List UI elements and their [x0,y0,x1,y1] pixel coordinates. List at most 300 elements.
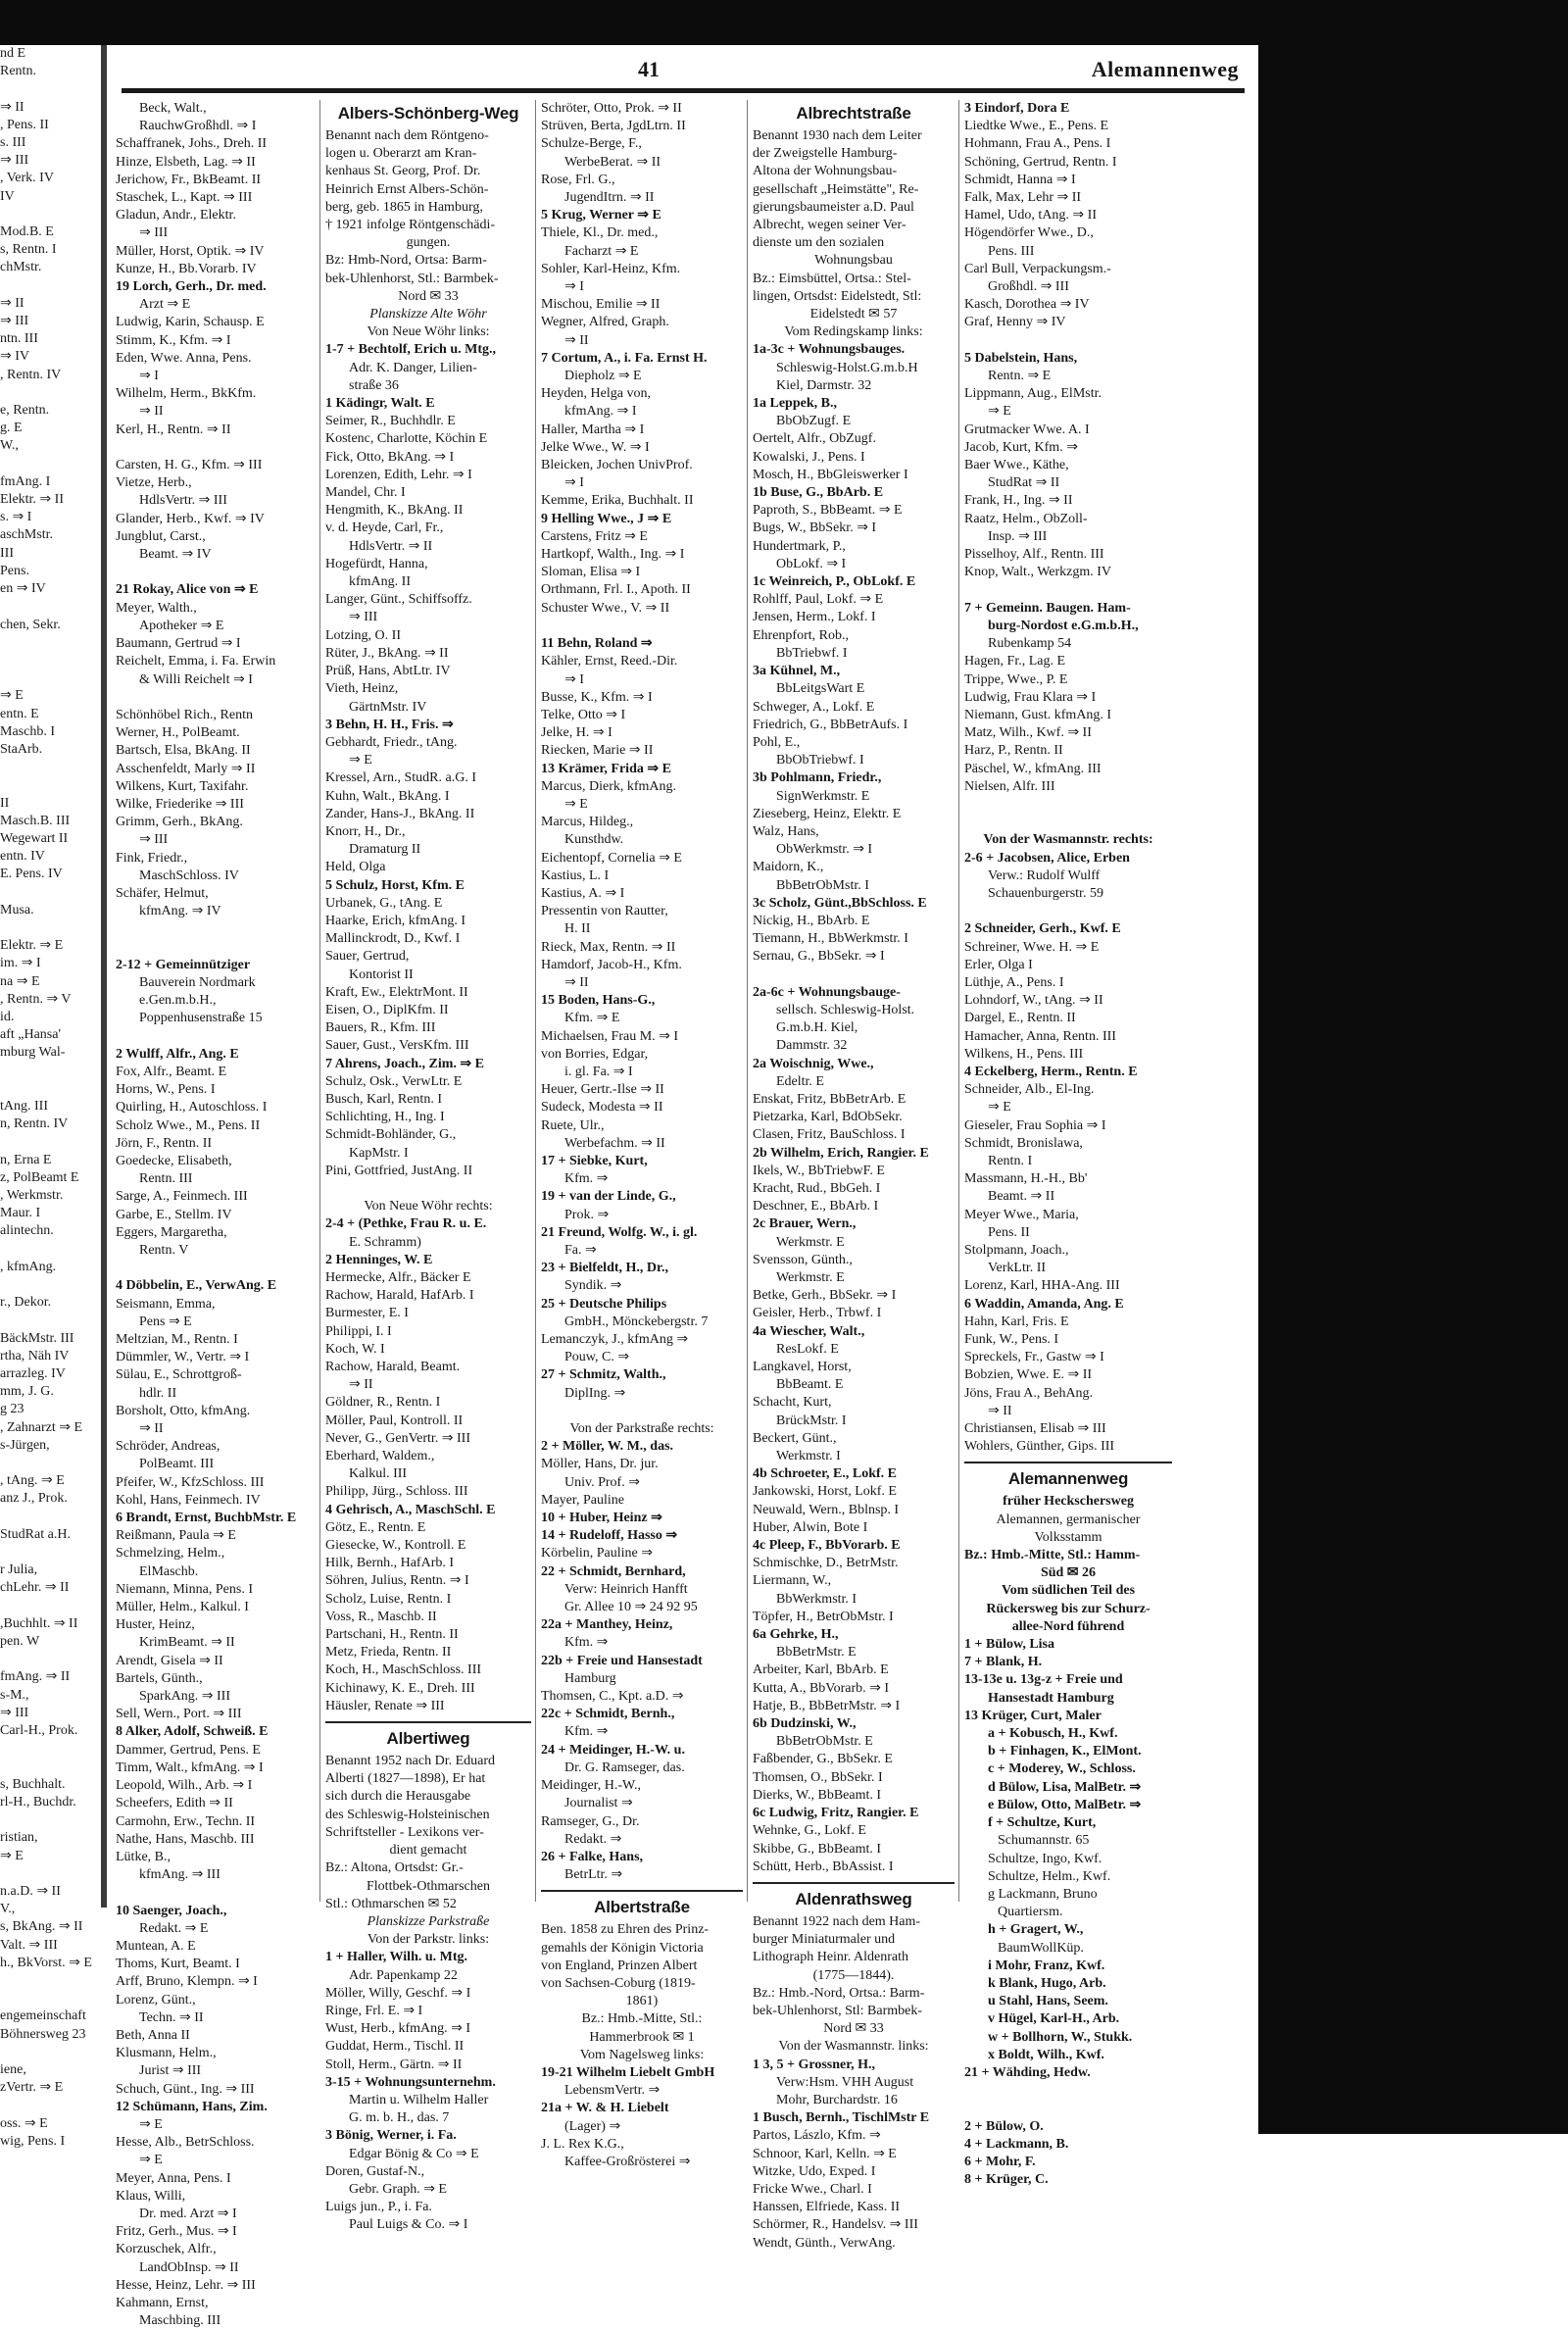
gutter-line: chen, Sekr. [0,617,61,632]
gutter-line: V., [0,1902,16,1917]
house-number-entry: 4 Gehrisch, A., MaschSchl. E [325,1502,496,1517]
resident-entry: BbLeitgsWart E [776,681,865,697]
resident-entry: Kasch, Dorothea ⇒ IV [964,297,1090,313]
resident-entry [116,564,316,581]
resident-entry: Dümmler, W., Vertr. ⇒ I [116,1350,250,1365]
resident-entry: Lüthje, A., Pens. I [964,974,1064,990]
resident-entry: ⇒ II [139,404,164,420]
resident-entry: Mischou, Emilie ⇒ II [541,297,661,313]
resident-entry: Thiele, Kl., Dr. med., [541,225,659,241]
resident-entry: Ikels, W., BbTriebwF. E [753,1163,885,1178]
resident-entry: Rentn. I [988,1153,1033,1168]
house-number-entry: 1c Weinreich, P., ObLokf. E [753,574,916,590]
resident-entry: Huster, Heinz, [116,1617,195,1633]
resident-entry: Schöning, Gertrud, Rentn. I [964,154,1117,170]
resident-entry: BbTriebwf. I [776,645,848,661]
resident-entry: Langkavel, Horst, [753,1360,852,1375]
gutter-line: r., Dekor. [0,1295,52,1311]
resident-entry: Meyer, Anna, Pens. I [116,2170,231,2186]
resident-entry: Jungblut, Carst., [116,528,206,544]
resident-entry: Sauer, Gertrud, [325,949,410,965]
gutter-line: W., [0,438,19,454]
house-number-entry: 4 Eckelberg, Herm., Rentn. E [964,1064,1138,1079]
resident-entry: Raatz, Helm., ObZoll- [964,511,1088,526]
street-description: berg, geb. 1865 in Hamburg, [325,199,483,215]
resident-entry: Reichelt, Emma, i. Fa. Erwin [116,654,276,669]
resident-entry: Carsten, H. G., Kfm. ⇒ III [116,458,263,473]
resident-entry: Schmidt, Hanna ⇒ I [964,172,1076,187]
street-description: von England, Prinzen Albert [541,1958,698,1973]
gutter-line: Mod.B. E [0,224,54,240]
house-number-entry: 14 + Rudeloff, Hasso ⇒ [541,1528,678,1544]
resident-entry: Deschner, E., BbArb. I [753,1199,879,1215]
gutter-line: pen. W [0,1634,40,1650]
resident-entry: u Stahl, Hans, Seem. [988,1994,1108,2009]
resident-entry: Gladun, Andr., Elektr. [116,208,236,223]
resident-entry: BbBetrMstr. E [776,1645,857,1661]
resident-entry: Sloman, Elisa ⇒ I [541,565,641,580]
house-number-entry: 15 Boden, Hans-G., [541,993,656,1009]
resident-entry: Stl.: Othmarschen ✉ 52 [325,1896,457,1911]
resident-entry: Geisler, Herb., Trbwf. I [753,1306,882,1321]
house-number-entry: 22b + Freie und Hansestadt [541,1653,703,1668]
gutter-line [0,80,103,98]
street-separator-rule [541,1890,743,1892]
resident-entry: Sülau, E., Schrottgroß- [116,1367,242,1383]
house-number-entry: 4b Schroeter, E., Lokf. E [753,1466,898,1482]
street-description: Benannt 1930 nach dem Leiter [753,128,922,143]
resident-entry: Journalist ⇒ [564,1796,633,1811]
resident-entry: Korzuschek, Alfr., [116,2242,217,2257]
section-note: Von der Wasmannstr. rechts: [983,832,1153,848]
gutter-line: chLehr. ⇒ II [0,1580,70,1596]
resident-entry: BbBeamt. E [776,1377,844,1393]
resident-entry: Werkmstr. E [776,1234,845,1250]
resident-entry: Gr. Allee 10 ⇒ 24 92 95 [564,1600,698,1615]
gutter-line [0,1651,103,1668]
gutter-line: Rentn. [0,64,36,79]
resident-entry: Verw: Heinrich Hanfft [564,1581,688,1597]
resident-entry: Vietze, Herb., [116,475,192,491]
house-number-entry: 2-12 + Gemeinnütziger [116,957,251,972]
resident-entry: Knorr, H., Dr., [325,823,406,839]
gutter-line: zVertr. ⇒ E [0,2080,64,2096]
gutter-line [0,1063,103,1080]
gutter-line: ⇒ II [0,99,24,115]
resident-entry: ⇒ II [139,1421,164,1437]
house-number-entry: 3 Behn, H. H., Fris. ⇒ [325,717,454,732]
gutter-line: s, Buchhalt. [0,1776,66,1792]
resident-entry: Pouw, C. ⇒ [564,1350,630,1365]
resident-entry: BaumWollKüp. [998,1940,1084,1956]
resident-entry: Schlichting, H., Ing. I [325,1110,445,1125]
gutter-line: iene, [0,2061,26,2077]
resident-entry: Langer, Günt., Schiffsoffz. [325,592,472,608]
column-3 [541,100,743,2169]
house-number-entry: 22 + Schmidt, Bernhard, [541,1563,686,1579]
resident-entry: Rüter, J., BkAng. ⇒ II [325,645,449,661]
resident-entry: Müller, Horst, Optik. ⇒ IV [116,243,265,259]
gutter-line: tAng. III [0,1098,48,1114]
resident-entry: Gieseler, Frau Sophia ⇒ I [964,1117,1106,1133]
gutter-line: fmAng. ⇒ II [0,1669,71,1685]
gutter-line [0,1133,103,1151]
house-number-entry: 6 Brandt, Ernst, BuchbMstr. E [116,1511,297,1526]
gutter-line: s. III [0,135,26,151]
resident-entry: ⇒ E [349,753,372,768]
house-number-entry: 2 + Möller, W. M., das. [541,1439,674,1455]
gutter-line: anz J., Prok. [0,1491,68,1507]
house-number-entry: 4c Pleep, F., BbVorarb. E [753,1538,901,1554]
resident-entry: lingen, Ortsdst: Eidelstedt, Stl: [753,288,922,304]
resident-entry: Arbeiter, Karl, BbArb. E [753,1662,889,1678]
resident-entry: Göldner, R., Rentn. I [325,1395,441,1411]
resident-entry: Dierks, W., BbBeamt. I [753,1787,882,1803]
resident-entry: Marcus, Dierk, kfmAng. [541,778,677,794]
resident-entry: Jensen, Herm., Lokf. I [753,610,876,625]
resident-entry: g Lackmann, Bruno [988,1886,1098,1902]
resident-entry: Michaelsen, Frau M. ⇒ I [541,1028,679,1044]
resident-entry: Apotheker ⇒ E [139,618,224,633]
resident-entry: hdlr. II [139,1385,177,1401]
house-number-entry: 21a + W. & H. Liebelt [541,2101,669,2116]
resident-entry: Thomsen, C., Kpt. a.D. ⇒ [541,1689,684,1705]
resident-entry: Schörmer, R., Handelsv. ⇒ III [753,2217,918,2233]
house-number-entry: 12 Schümann, Hans, Zim. [116,2099,268,2114]
gutter-line [0,456,103,473]
resident-entry: Neuwald, Wern., Bblnsp. I [753,1502,900,1517]
street-description: dienste um den sozialen [753,235,885,251]
resident-entry: Borsholt, Otto, kfmAng. [116,1403,251,1418]
column-2 [325,100,531,2233]
resident-entry: burg-Nordost e.G.m.b.H., [988,618,1139,633]
resident-entry: Kemme, Erika, Buchhalt. II [541,493,694,509]
resident-entry: Trippe, Wwe., P. E [964,671,1068,687]
resident-entry: Clasen, Fritz, BauSchloss. I [753,1127,906,1143]
resident-entry: Eden, Wwe. Anna, Pens. [116,350,252,366]
resident-entry: Fa. ⇒ [564,1243,597,1258]
resident-entry: Müller, Helm., Kalkul. I [116,1600,249,1615]
resident-entry: Bartels, Günth., [116,1670,203,1686]
resident-entry [116,689,316,707]
resident-entry: SignWerkmstr. E [776,788,870,804]
resident-entry: Schweger, A., Lokf. E [753,699,875,715]
resident-entry: VerkLtr. II [988,1261,1047,1276]
street-description: Lithograph Heinr. Aldenrath [753,1950,909,1965]
resident-entry: Pisselhoy, Alf., Rentn. III [964,547,1104,563]
resident-entry: Schuster Wwe., V. ⇒ II [541,600,670,616]
resident-entry: Nickig, H., BbArb. E [753,913,870,928]
resident-entry: ⇒ E [564,796,588,812]
resident-entry: Jörn, F., Rentn. II [116,1135,213,1151]
resident-entry: Sohler, Karl-Heinz, Kfm. [541,261,681,276]
resident-entry: Eberhard, Waldem., [325,1449,435,1464]
resident-entry: Paul Luigs & Co. ⇒ I [349,2217,468,2233]
resident-entry: Fink, Friedr., [116,850,188,866]
gutter-line [0,1241,103,1259]
resident-entry: Jurist ⇒ III [139,2063,202,2079]
resident-entry: Burmester, E. I [325,1306,409,1321]
resident-entry: Pini, Gottfried, JustAng. II [325,1163,473,1178]
resident-entry: Guddat, Herm., Tischl. II [325,2039,465,2055]
gutter-line: n, Erna E [0,1152,52,1167]
gutter-line: ⇒ IV [0,349,30,365]
resident-entry: Schmidt-Bohländer, G., [325,1127,457,1143]
gutter-line [0,1276,103,1294]
resident-entry: Quirling, H., Autoschloss. I [116,1100,268,1115]
gutter-line: Carl-H., Prok. [0,1723,78,1739]
resident-entry: Svensson, Günth., [753,1252,853,1267]
gutter-line: ⇒ III [0,153,29,169]
resident-entry: Redakt. ⇒ [564,1831,622,1847]
gutter-line: E. Pens. IV [0,867,63,882]
gutter-line: entn. IV [0,849,45,865]
resident-entry: E. Schramm) [349,1234,421,1250]
house-number-entry: 7 Cortum, A., i. Fa. Ernst H. [541,350,708,366]
house-number-entry: 7 + Gemeinn. Baugen. Ham- [964,600,1131,616]
gutter-line: oss. ⇒ E [0,2115,48,2131]
resident-entry: Stolpmann, Joach., [964,1243,1069,1258]
header-rule [122,88,1245,93]
section-note: (1775—1844). [812,1967,895,1983]
resident-entry: Carl Bull, Verpackungsm.- [964,261,1111,276]
resident-entry: Glander, Herb., Kwf. ⇒ IV [116,511,265,526]
street-heading: Albertiweg [386,1729,470,1749]
gutter-line: ristian, [0,1830,38,1846]
resident-entry: Verw.: Rudolf Wulff [988,868,1101,883]
street-heading: Albertstraße [594,1898,690,1917]
resident-entry: Beth, Anna II [116,2027,190,2043]
resident-entry: Lemanczyk, J., kfmAng ⇒ [541,1332,689,1348]
section-note: Vom Nagelsweg links: [579,2047,705,2062]
gutter-line: id. [0,1009,15,1024]
resident-entry: Betke, Gerh., BbSekr. ⇒ I [753,1288,897,1304]
resident-entry [116,1884,316,1902]
resident-entry: KrimBeamt. ⇒ II [139,1635,235,1651]
house-number-entry: 8 Alker, Adolf, Schweiß. E [116,1724,269,1740]
resident-entry: Lorenz, Karl, HHA-Ang. III [964,1278,1120,1294]
resident-entry: DiplIng. ⇒ [564,1385,626,1401]
resident-entry: Baer Wwe., Käthe, [964,458,1069,473]
resident-entry: Prok. ⇒ [564,1207,610,1222]
resident-entry: ⇒ II [564,974,589,990]
gutter-line [0,759,103,776]
gutter-line: g. E [0,421,23,436]
resident-entry: Kalkul. III [349,1466,408,1482]
resident-entry: Kressel, Arn., StudR. a.G. I [325,770,476,786]
gutter-line: Valt. ⇒ III [0,1937,58,1953]
gutter-line: ntn. III [0,331,38,347]
street-description: gesellschaft „Heimstätte", Re- [753,181,919,197]
resident-entry: Schäfer, Helmut, [116,885,209,901]
resident-entry: Grutmacker Wwe. A. I [964,421,1090,437]
house-number-entry: 1a Leppek, B., [753,396,837,412]
resident-entry: Werbefachm. ⇒ II [564,1135,665,1151]
resident-entry: LebensmVertr. ⇒ [564,2083,661,2099]
column-4 [753,100,955,2251]
resident-entry: Poppenhusenstraße 15 [139,1011,263,1026]
house-number-entry: 2c Brauer, Wern., [753,1216,857,1232]
resident-entry [541,1403,743,1420]
resident-entry: Erler, Olga I [964,957,1033,972]
resident-entry: Carmohn, Erw., Techn. II [116,1813,256,1829]
resident-entry: Beckert, Günt., [753,1430,837,1446]
resident-entry: Werkmstr. I [776,1449,841,1464]
resident-entry: Rubenkamp 54 [988,636,1072,652]
house-number-entry: 9 Helling Wwe., J ⇒ E [541,511,672,526]
gutter-line [0,384,103,402]
gutter-line: BäckMstr. III [0,1330,74,1346]
resident-entry: Meyer Wwe., Maria, [964,1207,1079,1222]
resident-entry: Schneider, Alb., El-Ing. [964,1082,1095,1098]
resident-entry: Kracht, Rud., BbGeh. I [753,1180,881,1196]
resident-entry: Eggers, Margaretha, [116,1224,227,1240]
gutter-line: , tAng. ⇒ E [0,1473,65,1489]
gutter-line [0,206,103,223]
resident-entry: Adr. Papenkamp 22 [349,1967,458,1983]
gutter-line: alintechn. [0,1223,54,1239]
resident-entry: Urbanek, G., tAng. E [325,895,443,911]
resident-entry: Päschel, W., kfmAng. III [964,761,1102,776]
resident-entry: Rachow, Harald, Beamt. [325,1360,461,1375]
resident-entry: Matz, Wilh., Kwf. ⇒ II [964,725,1092,741]
resident-entry: Dr. G. Ramseger, das. [564,1760,685,1775]
resident-entry: Mosch, H., BbGleiswerker I [753,467,908,482]
resident-entry: Niemann, Minna, Pens. I [116,1581,253,1597]
resident-entry: Dargel, E., Rentn. II [964,1011,1076,1026]
column-divider [747,100,748,1902]
resident-entry: ⇒ I [564,279,584,295]
resident-entry: Meidinger, H.-W., [541,1778,641,1794]
section-note: Planskizze Alte Wöhr [369,307,487,322]
resident-entry: ResLokf. E [776,1341,839,1357]
house-number-entry: Bz.: Hmb.-Mitte, Stl.: Hamm- [964,1548,1141,1563]
gutter-line: n, Rentn. IV [0,1116,69,1132]
section-note: Eidelstedt ✉ 57 [809,307,898,322]
section-note: Nord ✉ 33 [823,2021,884,2037]
resident-entry: Verw:Hsm. VHH August [776,2074,914,2090]
resident-entry: Wilkens, H., Pens. III [964,1046,1084,1062]
resident-entry: Beck, Walt., [139,101,207,116]
resident-entry [116,920,316,938]
resident-entry: Edgar Bönig & Co ⇒ E [349,2146,479,2161]
gutter-line: im. ⇒ I [0,956,41,971]
resident-entry: Kutta, A., BbVorarb. ⇒ I [753,1680,890,1696]
section-note: Bz.: Hmb.-Mitte, Stl.: [581,2011,703,2027]
gutter-line: Böhnersweg 23 [0,2026,86,2042]
resident-entry: Busse, K., Kfm. ⇒ I [541,689,653,705]
resident-entry: Werner, H., PolBeamt. [116,725,240,741]
resident-entry: Edeltr. E [776,1073,824,1089]
house-number-entry: 2a-6c + Wohnungsbauge- [753,984,901,1000]
resident-entry: G. m. b. H., das. 7 [349,2110,450,2126]
resident-entry: Kostenc, Charlotte, Köchin E [325,431,488,447]
resident-entry: Rentn. V [139,1243,189,1258]
house-number-entry: 2 Henninges, W. E [325,1252,433,1267]
resident-entry: sellsch. Schleswig-Holst. [776,1002,915,1017]
resident-entry: Götz, E., Rentn. E [325,1519,426,1535]
resident-entry: Stimm, K., Kfm. ⇒ I [116,332,231,348]
house-number-entry: 21 Rokay, Alice von ⇒ E [116,582,259,598]
resident-entry: h + Gragert, W., [988,1922,1084,1938]
street-description: Benannt 1922 nach dem Ham- [753,1913,921,1929]
resident-entry: Ludwig, Karin, Schausp. E [116,315,265,330]
gutter-line: rl-H., Buchdr. [0,1794,76,1809]
section-note: Volksstamm [1034,1529,1102,1545]
resident-entry: kfmAng. II [349,574,411,590]
resident-entry: Heyden, Helga von, [541,386,651,402]
resident-entry: H. II [564,921,591,937]
resident-entry: Hahn, Karl, Fris. E [964,1314,1069,1329]
resident-entry: Jerichow, Fr., BkBeamt. II [116,172,262,187]
gutter-line: h., BkVorst. ⇒ E [0,1955,92,1970]
resident-entry: Hilk, Bernh., HafArb. I [325,1556,455,1571]
resident-entry: Schultze, Helm., Kwf. [988,1868,1111,1884]
gutter-line: , kfmAng. [0,1259,57,1274]
house-number-entry: 4a Wiescher, Walt., [753,1323,865,1339]
resident-entry: Wendt, Günth., VerwAng. [753,2235,896,2251]
resident-entry: Schultze, Ingo, Kwf. [988,1851,1102,1866]
resident-entry: LandObInsp. ⇒ II [139,2259,239,2275]
street-separator-rule [753,1882,955,1884]
resident-entry: Bz: Hmb-Nord, Ortsa: Barm- [325,253,487,269]
gutter-line: , Pens. II [0,117,49,132]
resident-entry: Lippmann, Aug., ElMstr. [964,386,1102,402]
gutter-line: en ⇒ IV [0,581,46,597]
house-number-entry: 13 Krämer, Frida ⇒ E [541,761,671,776]
resident-entry: Lorenzen, Edith, Lehr. ⇒ I [325,467,472,482]
resident-entry: Witzke, Udo, Exped. I [753,2163,876,2179]
house-number-entry: 5 Krug, Werner ⇒ E [541,208,662,223]
gutter-line: aschMstr. [0,527,54,543]
resident-entry [964,2100,1172,2117]
page-gutter [101,45,107,1908]
resident-entry: Ehrenpfort, Rob., [753,627,849,643]
resident-entry: Falk, Max, Lehr ⇒ II [964,190,1082,206]
house-number-entry: 1 + Haller, Wilh. u. Mtg. [325,1950,468,1965]
resident-entry: Doren, Gustaf-N., [325,2163,425,2179]
house-number-entry: 6b Dudzinski, W., [753,1716,857,1732]
resident-entry: Mohr, Burchardstr. 16 [776,2092,898,2107]
street-heading: Albrechtstraße [796,104,911,123]
house-number-entry: 2-4 + (Pethke, Frau R. u. E. [325,1216,487,1232]
house-number-entry: 3a Kühnel, M., [753,664,841,679]
gutter-line: fmAng. I [0,473,51,489]
resident-entry: Wegner, Alfred, Graph. [541,315,669,330]
gutter-line: StudRat a.H. [0,1526,71,1542]
gutter-line: III [0,545,14,561]
resident-entry: Hamdorf, Jacob-H., Kfm. [541,957,682,972]
resident-entry: ⇒ E [139,2153,163,2168]
resident-entry: f + Schultze, Kurt, [988,1815,1097,1831]
gutter-line: rtha, Näh IV [0,1348,70,1363]
house-number-entry: 10 + Huber, Heinz ⇒ [541,1511,662,1526]
resident-entry: BbObZugf. E [776,414,852,429]
gutter-line: z, PolBeamt E [0,1169,79,1185]
resident-entry: Bleicken, Jochen UnivProf. [541,458,693,473]
resident-entry: Hamburg [564,1670,616,1686]
gutter-line: , Verk. IV [0,171,54,186]
gutter-line: n.a.D. ⇒ II [0,1883,61,1899]
gutter-line: mm, J. G. [0,1384,54,1400]
resident-entry: Bartsch, Elsa, BkAng. II [116,743,251,759]
gutter-line: Maur. I [0,1206,41,1221]
column-5 [964,100,1172,2188]
resident-entry: von Borries, Edgar, [541,1046,649,1062]
resident-entry: Dr. med. Arzt ⇒ I [139,2206,237,2221]
resident-entry: Möller, Hans, Dr. jur. [541,1457,659,1472]
section-note: gungen. [406,235,451,251]
